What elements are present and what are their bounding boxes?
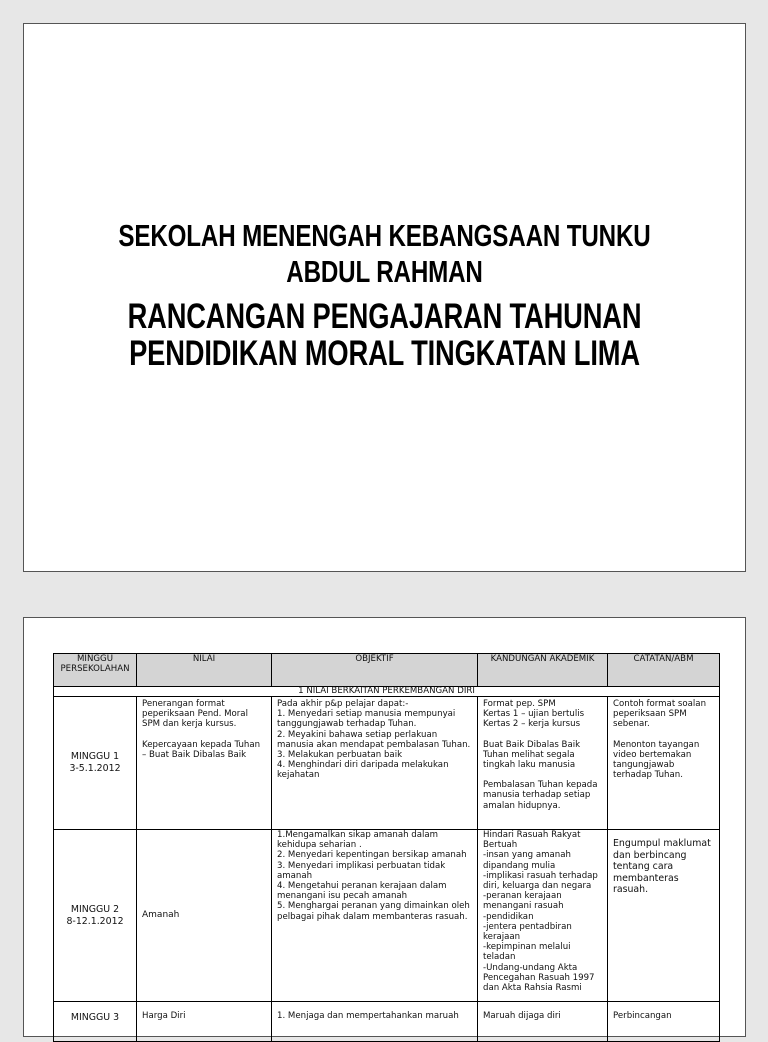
kandungan-item: -jentera pentadbiran kerajaan bbox=[483, 921, 572, 943]
week-dates: 8-12.1.2012 bbox=[66, 915, 124, 927]
objektif-cell bbox=[272, 697, 478, 830]
objektif-item: 1.Mengamalkan sikap amanah dalam kehidupa seharian . bbox=[277, 830, 439, 851]
kandungan-item: -insan yang amanah dipandang mulia bbox=[483, 850, 571, 871]
objektif-item: 5. Menghargai peranan yang dimainkan oleh pelbagai pihak dalam membanteras rasuah. bbox=[277, 901, 470, 922]
objektif-item: 1. Menyedari setiap manusia mempunyai tanggungjawab terhadap Tuhan. bbox=[277, 709, 456, 730]
header-kandungan: KANDUNGAN AKADEMIK bbox=[478, 654, 608, 687]
nilai-cell bbox=[137, 697, 272, 830]
week-cell bbox=[54, 830, 137, 1002]
kandungan-item: Buat Baik Dibalas Baik Tuhan melihat segala tingkah laku manusia bbox=[483, 739, 581, 771]
objektif-item: 2. Menyedari kepentingan bersikap amanah bbox=[277, 850, 467, 861]
catatan-cell bbox=[608, 697, 720, 830]
week-cell bbox=[54, 1002, 137, 1042]
table-row bbox=[54, 697, 720, 830]
kandungan-item: Hindari Rasuah Rakyat Bertuah bbox=[483, 830, 581, 851]
week-label: MINGGU 2 bbox=[70, 903, 120, 915]
objektif-cell bbox=[272, 1002, 478, 1042]
nilai-cell bbox=[137, 830, 272, 1002]
kandungan-cell bbox=[478, 697, 608, 830]
section-title: 1 NILAI BERKAITAN PERKEMBANGAN DIRI bbox=[54, 687, 720, 697]
kandungan-item: Kertas 2 – kerja kursus bbox=[483, 719, 581, 730]
lesson-plan-table bbox=[53, 653, 720, 1042]
header-nilai: NILAI bbox=[137, 654, 272, 687]
week-label: MINGGU 1 bbox=[70, 751, 120, 762]
kandungan-item: Maruah dijaga diri bbox=[483, 1011, 561, 1021]
kandungan-item: -pendidikan bbox=[483, 911, 534, 922]
kandungan-item: -kepimpinan melalui teladan bbox=[483, 942, 571, 963]
kandungan-item: Format pep. SPM bbox=[483, 699, 556, 709]
kandungan-item: -peranan kerajaan menangani rasuah bbox=[483, 891, 564, 912]
lesson-plan-page bbox=[23, 617, 746, 1037]
kandungan-cell bbox=[478, 830, 608, 1002]
catatan-cell bbox=[608, 1002, 720, 1042]
header-catatan: CATATAN/ABM bbox=[608, 654, 720, 687]
header-objektif: OBJEKTIF bbox=[272, 654, 478, 687]
catatan-item: Perbincangan bbox=[613, 1011, 672, 1021]
week-dates: 3-5.1.2012 bbox=[69, 763, 121, 774]
header-minggu: MINGGU PERSEKOLAHAN bbox=[54, 654, 137, 687]
table-header-row bbox=[54, 654, 720, 687]
catatan-cell bbox=[608, 830, 720, 1002]
nilai-cell bbox=[137, 1002, 272, 1042]
objektif-cell bbox=[272, 830, 478, 1002]
catatan-item: Menonton tayangan video bertemakan tangungjawab terhadap Tuhan. bbox=[613, 739, 700, 781]
objektif-item: 3. Melakukan perbuatan baik bbox=[277, 750, 403, 761]
nilai-text: Penerangan format peperiksaan Pend. Moral SPM dan kerja kursus. bbox=[142, 699, 248, 730]
nilai-text: Harga Diri bbox=[142, 1011, 186, 1021]
objektif-item: 4. Menghindari diri daripada melakukan kejahatan bbox=[277, 760, 449, 781]
objektif-item: 4. Mengetahui peranan kerajaan dalam menangani isu pecah amanah bbox=[277, 881, 447, 902]
title-line-2: PENDIDIKAN MORAL TINGKATAN LIMA bbox=[129, 334, 640, 373]
kandungan-cell bbox=[478, 1002, 608, 1042]
title-line-1: RANCANGAN PENGAJARAN TAHUNAN bbox=[127, 297, 642, 336]
kandungan-item: -Undang-undang Akta Pencegahan Rasuah 1997 dan Akta Rahsia Rasmi bbox=[483, 962, 595, 994]
nilai-text: Kepercayaan kepada Tuhan – Buat Baik Dibalas Baik bbox=[142, 739, 261, 760]
objektif-item: 3. Menyedari implikasi perbuatan tidak amanah bbox=[277, 860, 446, 881]
catatan-item: Contoh format soalan peperiksaan SPM sebenar. bbox=[613, 699, 707, 730]
cover-page bbox=[23, 23, 746, 572]
week-cell bbox=[54, 697, 137, 830]
kandungan-item: Kertas 1 – ujian bertulis bbox=[483, 709, 585, 720]
nilai-text: Amanah bbox=[142, 910, 180, 921]
kandungan-item: -implikasi rasuah terhadap diri, keluarga dan negara bbox=[483, 870, 598, 892]
table-row bbox=[54, 1002, 720, 1042]
catatan-item: Engumpul maklumat dan berbincang tentang cara membanteras rasuah. bbox=[613, 838, 711, 895]
school-name: SEKOLAH MENENGAH KEBANGSAAN TUNKU ABDUL RAHMAN bbox=[118, 218, 651, 289]
section-row bbox=[54, 687, 720, 697]
objektif-item: Pada akhir p&p pelajar dapat:- bbox=[277, 699, 409, 709]
objektif-item: 1. Menjaga dan mempertahankan maruah bbox=[277, 1011, 459, 1021]
kandungan-item: Pembalasan Tuhan kepada manusia terhadap setiap amalan hidupnya. bbox=[483, 780, 598, 811]
table-row bbox=[54, 830, 720, 1002]
objektif-item: 2. Meyakini bahawa setiap perlakuan manusia akan mendapat pembalasan Tuhan. bbox=[277, 729, 471, 750]
week-label: MINGGU 3 bbox=[70, 1012, 120, 1023]
